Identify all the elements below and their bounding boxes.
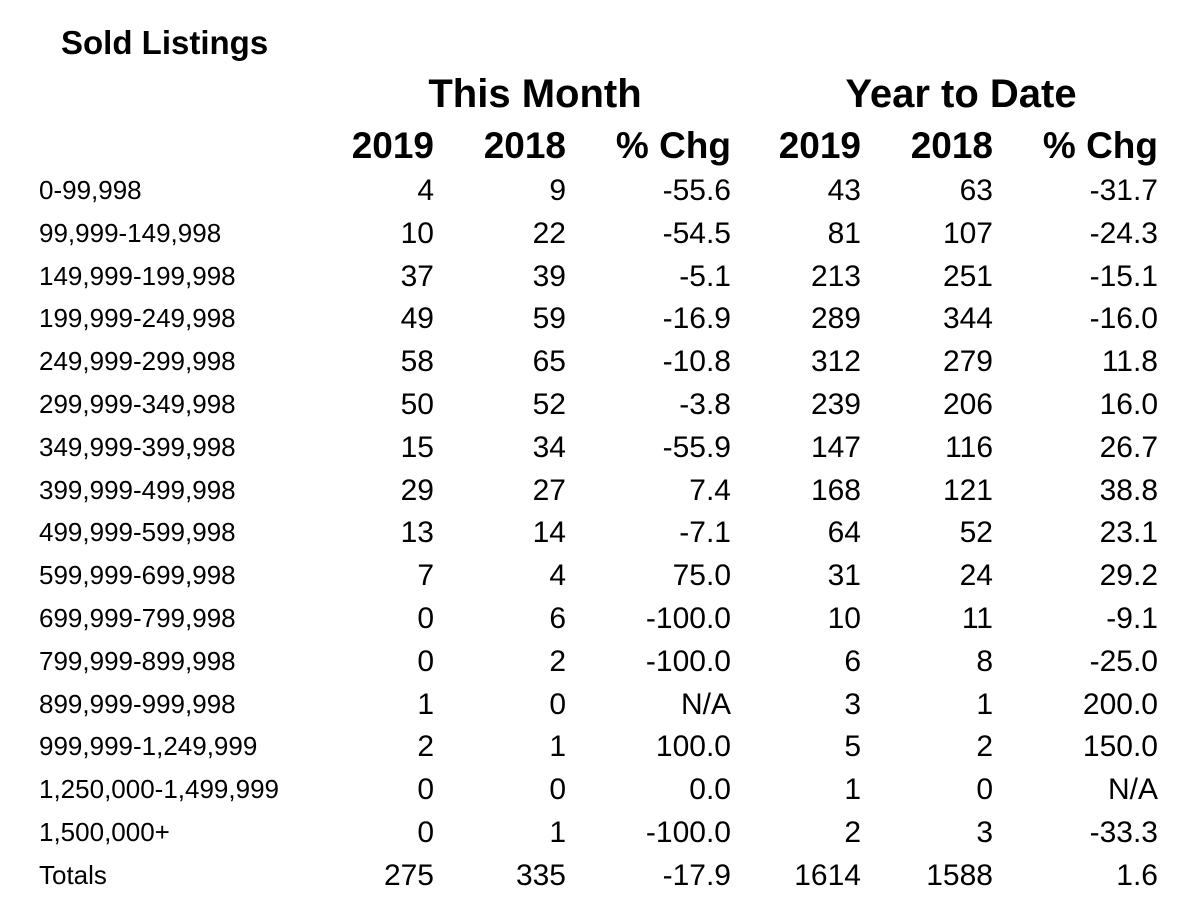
cell-month-pct-chg: 7.4 [689,473,731,507]
table-row [0,812,1200,855]
cell-month-2019: 0 [417,773,434,807]
cell-month-2019: 49 [400,302,434,336]
cell-ytd-2018: 1 [976,687,993,721]
cell-ytd-2018: 279 [942,345,993,379]
column-header-ytd-2018: 2018 [910,125,993,166]
table-row [0,170,1200,213]
column-header-ytd-2019: 2019 [778,125,861,166]
price-range-label: 149,999-199,998 [39,260,236,291]
cell-month-2019: 275 [383,858,434,892]
price-range-label: 349,999-399,998 [39,431,236,462]
cell-month-2018: 6 [549,601,566,635]
cell-month-pct-chg: -17.9 [662,858,731,892]
table-row [0,341,1200,384]
cell-ytd-2019: 168 [810,473,861,507]
column-header-month-2019: 2019 [351,125,434,166]
cell-ytd-2019: 213 [810,259,861,293]
table-row [0,641,1200,684]
cell-month-2019: 37 [400,259,434,293]
cell-month-pct-chg: 100.0 [655,730,731,764]
table-row [0,769,1200,812]
price-range-label: 299,999-349,998 [39,388,236,419]
cell-ytd-pct-chg: 150.0 [1082,730,1158,764]
cell-month-2018: 4 [549,559,566,593]
price-range-label: 1,500,000+ [39,816,170,847]
price-range-label: 249,999-299,998 [39,346,236,377]
cell-month-2018: 27 [532,473,566,507]
cell-month-2019: 15 [400,430,434,464]
cell-ytd-2018: 251 [942,259,993,293]
cell-ytd-pct-chg: 200.0 [1082,687,1158,721]
table-row [0,298,1200,341]
cell-ytd-2019: 1 [844,773,861,807]
cell-month-2018: 52 [532,387,566,421]
column-header-month-2018: 2018 [483,125,566,166]
cell-ytd-pct-chg: -15.1 [1089,259,1158,293]
cell-ytd-pct-chg: 16.0 [1099,387,1158,421]
cell-ytd-pct-chg: 1.6 [1116,858,1158,892]
cell-ytd-2018: 1588 [926,858,993,892]
table-row [0,598,1200,641]
table-row [0,726,1200,769]
price-range-label: 1,250,000-1,499,999 [39,774,279,805]
cell-ytd-pct-chg: N/A [1107,773,1158,807]
cell-ytd-2019: 31 [827,559,861,593]
cell-month-pct-chg: -100.0 [645,601,731,635]
cell-month-2018: 1 [549,815,566,849]
cell-ytd-2018: 3 [976,815,993,849]
cell-month-2019: 0 [417,601,434,635]
table-row [0,684,1200,727]
cell-month-pct-chg: -7.1 [679,516,731,550]
price-range-label: Totals [39,859,107,890]
cell-ytd-2018: 8 [976,644,993,678]
column-header-month-pct-chg: % Chg [615,125,731,166]
cell-ytd-2019: 64 [827,516,861,550]
cell-ytd-2018: 0 [976,773,993,807]
cell-month-pct-chg: -100.0 [645,815,731,849]
cell-ytd-2018: 2 [976,730,993,764]
price-range-label: 199,999-249,998 [39,303,236,334]
cell-month-2019: 2 [417,730,434,764]
cell-ytd-2018: 121 [942,473,993,507]
cell-ytd-2018: 116 [945,430,993,464]
cell-ytd-2018: 24 [959,559,993,593]
cell-month-2019: 29 [400,473,434,507]
cell-month-pct-chg: -10.8 [662,345,731,379]
cell-ytd-pct-chg: -25.0 [1089,644,1158,678]
cell-month-pct-chg: -55.9 [662,430,731,464]
cell-ytd-2018: 11 [961,601,993,635]
table-row [0,512,1200,555]
cell-month-2018: 65 [532,345,566,379]
cell-month-2018: 59 [532,302,566,336]
report-title: Sold Listings [61,24,269,61]
price-range-label: 0-99,998 [39,175,142,205]
cell-ytd-2018: 206 [942,387,993,421]
cell-month-2019: 50 [400,387,434,421]
cell-month-2018: 2 [549,644,566,678]
column-header-ytd-pct-chg: % Chg [1042,125,1158,166]
cell-ytd-pct-chg: 38.8 [1099,473,1158,507]
cell-ytd-pct-chg: 11.8 [1101,345,1158,379]
price-range-label: 399,999-499,998 [39,474,236,505]
cell-month-2018: 39 [532,259,566,293]
cell-month-2018: 0 [549,773,566,807]
cell-ytd-2019: 3 [844,687,861,721]
table-row [0,384,1200,427]
cell-ytd-2019: 10 [827,601,861,635]
cell-month-2019: 1 [417,687,434,721]
cell-ytd-2019: 6 [844,644,861,678]
cell-month-2018: 34 [532,430,566,464]
cell-ytd-2019: 81 [827,216,861,250]
cell-month-2019: 4 [417,174,434,207]
cell-ytd-2019: 239 [810,387,861,421]
cell-month-pct-chg: -55.6 [662,174,731,207]
totals-row [0,855,1200,898]
cell-month-2018: 1 [549,730,566,764]
cell-ytd-2019: 289 [810,302,861,336]
cell-ytd-2019: 1614 [794,858,861,892]
cell-month-2019: 10 [400,216,434,250]
price-range-label: 499,999-599,998 [39,517,236,548]
cell-ytd-pct-chg: -9.1 [1106,601,1158,635]
cell-ytd-2019: 312 [810,345,861,379]
table-row [0,427,1200,470]
cell-ytd-2018: 63 [959,174,993,207]
cell-month-pct-chg: 0.0 [689,773,731,807]
table-row [0,256,1200,299]
cell-month-2019: 0 [417,644,434,678]
table-row [0,555,1200,598]
cell-month-2019: 0 [417,815,434,849]
cell-ytd-pct-chg: -16.0 [1089,302,1158,336]
price-range-label: 699,999-799,998 [39,602,236,633]
cell-ytd-pct-chg: 23.1 [1099,516,1158,550]
cell-ytd-2019: 2 [844,815,861,849]
cell-ytd-pct-chg: -24.3 [1089,216,1158,250]
cell-month-pct-chg: N/A [680,687,731,721]
cell-month-pct-chg: -3.8 [679,387,731,421]
cell-ytd-pct-chg: 29.2 [1099,559,1158,593]
cell-ytd-2019: 147 [810,430,861,464]
cell-month-pct-chg: 75.0 [672,559,731,593]
group-header-year-to-date: Year to Date [845,72,1077,116]
cell-ytd-pct-chg: 26.7 [1099,430,1158,464]
price-range-label: 599,999-699,998 [39,560,236,591]
cell-month-2018: 22 [532,216,566,250]
price-range-label: 999,999-1,249,999 [39,731,258,762]
table-row [0,213,1200,256]
cell-month-2018: 9 [549,174,566,207]
cell-month-pct-chg: -16.9 [662,302,731,336]
price-range-label: 899,999-999,998 [39,688,236,719]
price-range-label: 799,999-899,998 [39,645,236,676]
price-range-label: 99,999-149,998 [39,217,222,248]
table-row [0,470,1200,513]
cell-month-2019: 13 [400,516,434,550]
cell-ytd-pct-chg: -31.7 [1089,174,1158,207]
cell-ytd-pct-chg: -33.3 [1089,815,1158,849]
cell-ytd-2019: 5 [844,730,861,764]
cell-month-2018: 335 [515,858,566,892]
cell-month-pct-chg: -54.5 [662,216,731,250]
cell-month-2019: 58 [400,345,434,379]
cell-month-pct-chg: -100.0 [645,644,731,678]
group-header-this-month: This Month [428,72,642,116]
price-range-table [0,170,1200,898]
cell-ytd-2018: 344 [942,302,993,336]
cell-month-pct-chg: -5.1 [679,259,731,293]
cell-month-2019: 7 [417,559,434,593]
cell-ytd-2018: 107 [942,216,993,250]
cell-month-2018: 0 [549,687,566,721]
cell-ytd-2018: 52 [959,516,993,550]
cell-ytd-2019: 43 [827,174,861,207]
cell-month-2018: 14 [532,516,566,550]
